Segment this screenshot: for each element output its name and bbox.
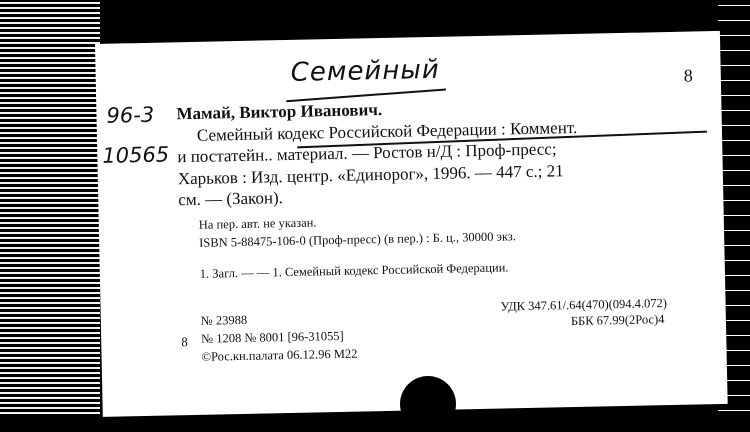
note-isbn: ISBN 5-88475-106-0 (Проф-пресс) (в пер.) : Б. ц., 30000 экз. [199, 229, 517, 250]
description-line-1: и постатейн.. материал. — Ростов н/Д : Проф-пресс; [177, 139, 557, 167]
description-line-3: см. — (Закон). [178, 188, 284, 210]
record-number-2: № 1208 № 8001 [96-31055] [201, 328, 344, 346]
note-author: На пер. авт. не указан. [198, 215, 317, 232]
handwritten-title: Семейный [290, 54, 441, 88]
catalog-card [95, 31, 728, 417]
side-number: 8 [181, 334, 188, 350]
record-number-1: № 23988 [200, 312, 248, 328]
call-number-top: 96-3 [106, 102, 155, 128]
punch-hole [400, 376, 456, 432]
description-line-2: Харьков : Изд. центр. «Единорог», 1996. — 447 с.; 21 [177, 161, 564, 189]
bbk-code: ББК 67.99(2Рос)4 [570, 312, 665, 329]
title-line: Семейный кодекс Российской Федерации : Коммент. [196, 117, 578, 145]
page-number: 8 [683, 65, 693, 86]
note-subject: 1. Загл. — — 1. Семейный кодекс Российской Федерации. [199, 260, 509, 281]
call-number-bottom: 10565 [102, 142, 170, 168]
udk-code: УДК 347.61/.64(470)(094.4.072) [500, 296, 668, 314]
scan-left-edge [0, 0, 100, 417]
chamber-stamp: ©Рос.кн.палата 06.12.96 М22 [201, 346, 358, 364]
author-line: Мамай, Виктор Иванович. [176, 100, 383, 124]
